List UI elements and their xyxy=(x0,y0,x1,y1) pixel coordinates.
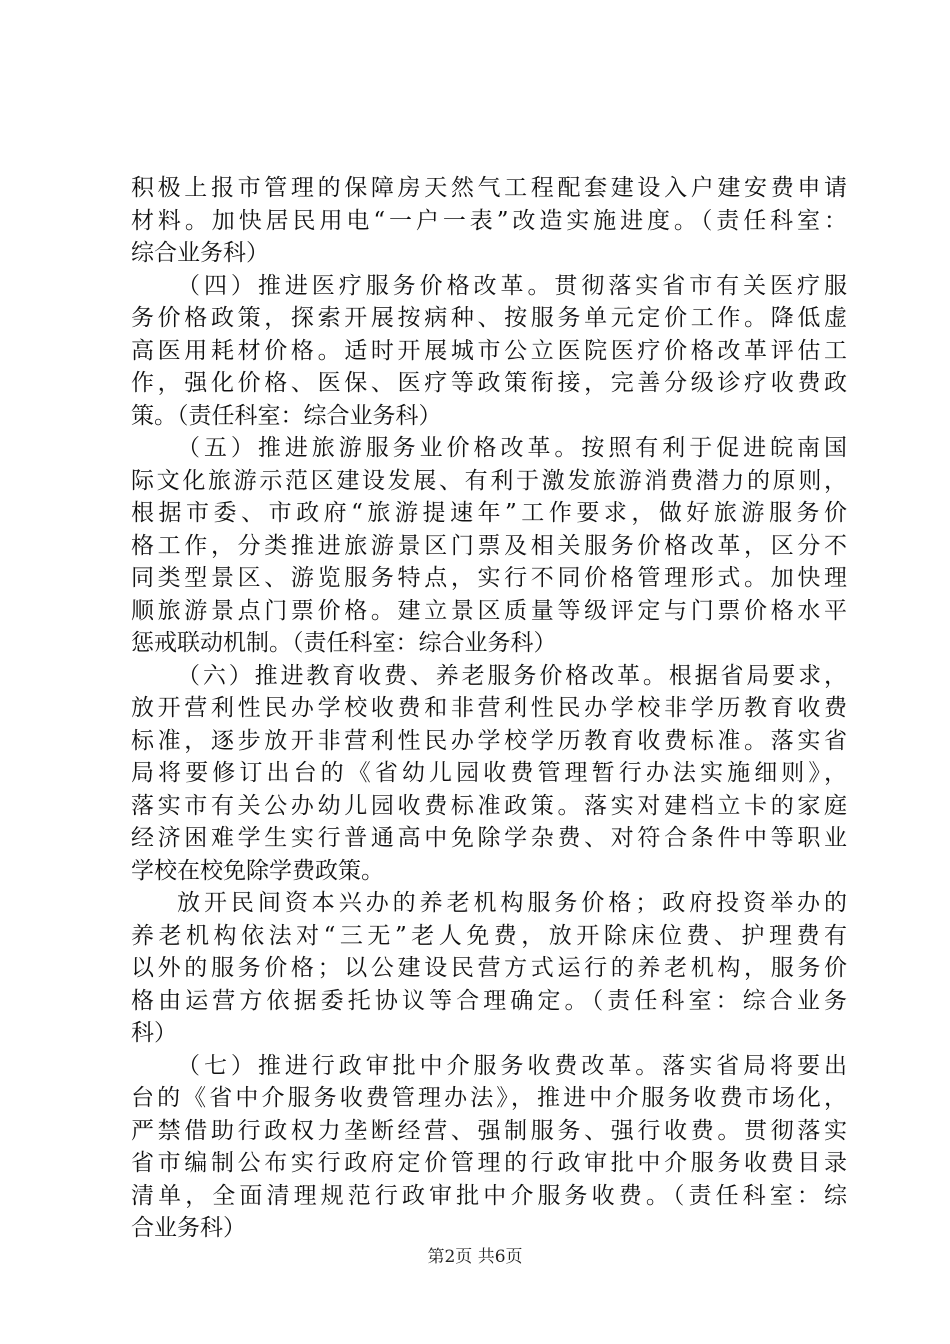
text-line: （五）推进旅游服务业价格改革。按照有利于促进皖南国 xyxy=(177,435,847,461)
text-line: 局将要修订出台的《省幼儿园收费管理暂行办法实施细则》， xyxy=(131,760,847,786)
document-body xyxy=(131,172,847,1245)
text-line: （七）推进行政审批中介服务收费改革。落实省局将要出 xyxy=(177,1052,847,1079)
text-line: 高医用耗材价格。适时开展城市公立医院医疗价格改革评估工 xyxy=(131,337,847,364)
text-line: 积极上报市管理的保障房天然气工程配套建设入户建安费申请 xyxy=(131,175,847,201)
text-line: 格工作，分类推进旅游景区门票及相关服务价格改革，区分不 xyxy=(131,532,847,559)
text-line: 同类型景区、游览服务特点，实行不同价格管理形式。加快理 xyxy=(131,565,847,591)
text-line: 放开营利性民办学校收费和非营利性民办学校非学历教育收费 xyxy=(131,695,847,721)
text-line: 材料。加快居民用电“一户一表”改造实施进度。（责任科室： xyxy=(131,207,847,234)
text-line: 策。（责任科室：综合业务科） xyxy=(131,402,442,429)
text-line: 顺旅游景点门票价格。建立景区质量等级评定与门票价格水平 xyxy=(131,597,847,624)
text-line: 合业务科） xyxy=(131,1215,246,1241)
text-line: 作，强化价格、医保、医疗等政策衔接，完善分级诊疗收费政 xyxy=(131,370,847,396)
page-number-footer: 第2页 共6页 xyxy=(427,1247,523,1267)
text-line: 以外的服务价格；以公建设民营方式运行的养老机构，服务价 xyxy=(131,955,847,981)
text-line: 经济困难学生实行普通高中免除学杂费、对符合条件中等职业 xyxy=(131,825,847,851)
text-line: 科） xyxy=(131,1020,177,1046)
text-line: 务价格政策，探索开展按病种、按服务单元定价工作。降低虚 xyxy=(131,305,847,331)
text-line: （六）推进教育收费、养老服务价格改革。根据省局要求， xyxy=(177,662,847,689)
text-line: 清单，全面清理规范行政审批中介服务收费。（责任科室：综 xyxy=(131,1182,847,1209)
text-line: 学校在校免除学费政策。 xyxy=(131,857,384,884)
text-line: 标准，逐步放开非营利性民办学校学历教育收费标准。落实省 xyxy=(131,727,847,754)
text-line: 格由运营方依据委托协议等合理确定。（责任科室：综合业务 xyxy=(131,987,847,1014)
text-line: 惩戒联动机制。（责任科室：综合业务科） xyxy=(131,630,557,656)
text-line: （四）推进医疗服务价格改革。贯彻落实省市有关医疗服 xyxy=(177,272,847,299)
text-line: 严禁借助行政权力垄断经营、强制服务、强行收费。贯彻落实 xyxy=(131,1117,847,1144)
text-line: 省市编制公布实行政府定价管理的行政审批中介服务收费目录 xyxy=(131,1150,847,1176)
text-line: 落实市有关公办幼儿园收费标准政策。落实对建档立卡的家庭 xyxy=(131,792,847,819)
text-line: 际文化旅游示范区建设发展、有利于激发旅游消费潜力的原则， xyxy=(131,467,847,494)
text-line: 综合业务科） xyxy=(131,240,269,266)
text-line: 养老机构依法对“三无”老人免费，放开除床位费、护理费有 xyxy=(131,922,847,949)
text-line: 放开民间资本兴办的养老机构服务价格；政府投资举办的 xyxy=(177,890,847,916)
text-line: 根据市委、市政府“旅游提速年”工作要求，做好旅游服务价 xyxy=(131,500,847,526)
text-line: 台的《省中介服务收费管理办法》，推进中介服务收费市场化， xyxy=(131,1085,847,1111)
